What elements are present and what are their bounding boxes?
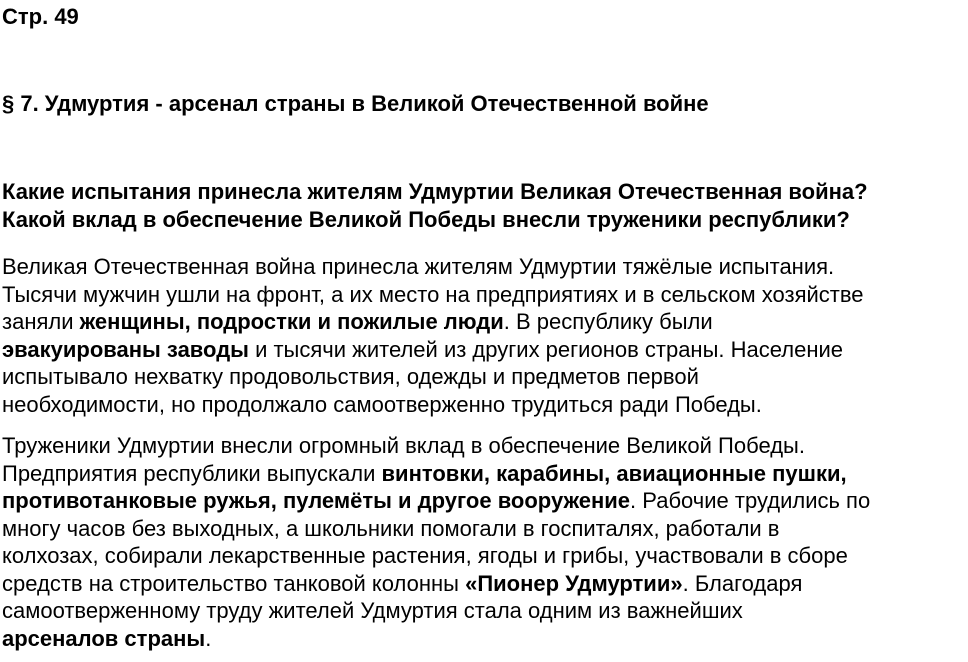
bold-phrase: женщины, подростки и пожилые люди bbox=[79, 309, 504, 334]
text-run: и тысячи жителей из других регионов страны. Население bbox=[248, 336, 843, 362]
paragraph-1-line-1: Великая Отечественная война принесла жителям Удмуртии тяжёлые испытания. bbox=[2, 254, 835, 279]
paragraph-2 bbox=[2, 432, 870, 652]
paragraph-2-line-5: колхозах, собирали лекарственные растения, ягоды и грибы, участвовали в сборе bbox=[2, 543, 848, 568]
paragraph-2-line-6 bbox=[2, 570, 870, 598]
text-run: . bbox=[205, 625, 212, 651]
text-run: . Благодаря bbox=[682, 570, 803, 596]
paragraph-2-line-3 bbox=[2, 487, 870, 515]
paragraph-2-line-7: самоотверженному труду жителей Удмуртия стала одним из важнейших bbox=[2, 598, 743, 623]
bold-phrase: арсеналов страны bbox=[2, 625, 206, 651]
guiding-questions bbox=[2, 178, 868, 234]
question-2: Какой вклад в обеспечение Великой Победы внесли труженики республики? bbox=[2, 207, 850, 232]
paragraph-1 bbox=[2, 253, 864, 418]
section-title: § 7. Удмуртия - арсенал страны в Великой Отечественной войне bbox=[2, 91, 709, 116]
bold-phrase: винтовки, карабины, авиационные пушки, bbox=[381, 460, 847, 486]
paragraph-2-line-8 bbox=[2, 625, 870, 653]
paragraph-2-line-1: Труженики Удмуртии внесли огромный вклад в обеспечение Великой Победы. bbox=[2, 433, 805, 458]
bold-phrase: противотанковые ружья, пулемёты и другое вооружение bbox=[2, 488, 631, 513]
paragraph-2-line-4: многу часов без выходных, а школьники помогали в госпиталях, работали в bbox=[2, 515, 780, 541]
paragraph-1-line-5: испытывало нехватку продовольствия, одежды и предметов первой bbox=[2, 364, 699, 389]
paragraph-2-line-2 bbox=[2, 460, 870, 488]
question-1: Какие испытания принесла жителям Удмуртии Великая Отечественная война? bbox=[2, 179, 868, 204]
paragraph-1-line-3 bbox=[2, 308, 864, 336]
bold-phrase: эвакуированы заводы bbox=[2, 336, 249, 362]
page-number: Стр. 49 bbox=[2, 4, 79, 29]
text-run: заняли bbox=[2, 309, 80, 334]
bold-phrase: «Пионер Удмуртии» bbox=[465, 570, 683, 596]
text-run: . Рабочие трудились по bbox=[630, 488, 871, 513]
paragraph-1-line-4 bbox=[2, 336, 864, 364]
text-run: средств на строительство танковой колонны bbox=[2, 570, 466, 596]
paragraph-1-line-2: Тысячи мужчин ушли на фронт, а их место на предприятиях и в сельском хозяйстве bbox=[2, 281, 864, 307]
text-run: Предприятия республики выпускали bbox=[2, 460, 382, 486]
paragraph-1-line-6: необходимости, но продолжало самоотверженно трудиться ради Победы. bbox=[2, 391, 762, 417]
text-run: . В республику были bbox=[503, 309, 713, 334]
